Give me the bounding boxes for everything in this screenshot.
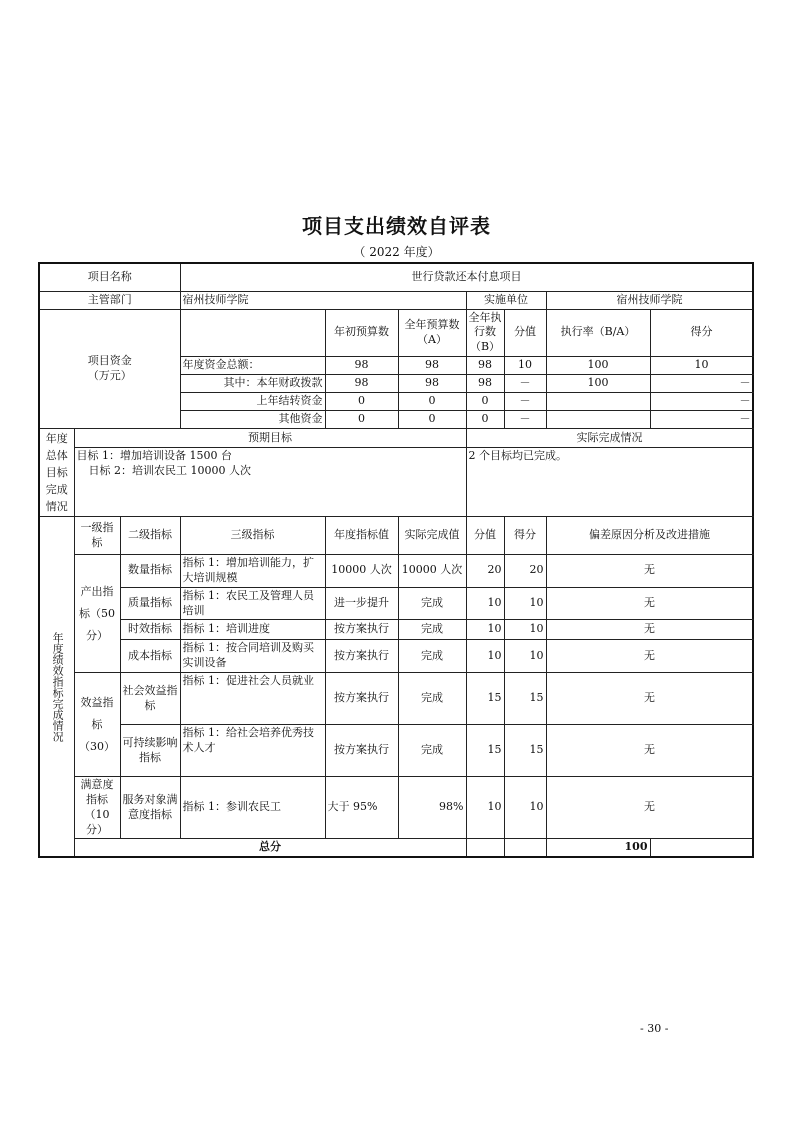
indicators-side-label: 年度绩效指标完成情况 bbox=[39, 517, 74, 858]
total-score: 100 bbox=[546, 839, 650, 857]
header-level3: 三级指标 bbox=[180, 517, 325, 555]
funds-row: 其中：本年财政拨款 98 98 98 － 100 － bbox=[39, 375, 753, 393]
goals-side-label: 年度总体目标完成情况 bbox=[39, 429, 74, 517]
group-output: 产出指标（50 分） bbox=[74, 555, 120, 673]
funds-label: 项目资金 （万元） bbox=[39, 309, 180, 429]
funds-header-score: 得分 bbox=[650, 309, 753, 357]
funds-header-points: 分值 bbox=[504, 309, 546, 357]
header-deviation: 偏差原因分析及改进措施 bbox=[546, 517, 753, 555]
total-blank-3 bbox=[650, 839, 753, 857]
table-row: 质量指标 指标 1：农民工及管理人员培训 进一步提升 完成 10 10 无 bbox=[39, 587, 753, 620]
actual-goal-text: 2 个目标均已完成。 bbox=[466, 447, 753, 516]
total-label: 总分 bbox=[74, 839, 466, 857]
funds-row: 其他资金 0 0 0 － － bbox=[39, 411, 753, 429]
total-blank-1 bbox=[466, 839, 504, 857]
expected-goal-text: 目标 1：增加培训设备 1500 台 日标 2：培训农民工 10000 人次 bbox=[74, 447, 466, 516]
table-row: 成本指标 指标 1：按合同培训及购买实训设备 按方案执行 完成 10 10 无 bbox=[39, 640, 753, 673]
group-benefit: 效益指标（30） bbox=[74, 673, 120, 777]
page-title: 项目支出绩效自评表 bbox=[302, 214, 491, 238]
header-target: 年度指标值 bbox=[325, 517, 398, 555]
expected-goal-header: 预期目标 bbox=[74, 429, 466, 448]
dept-label: 主管部门 bbox=[39, 291, 180, 309]
table-row: 可持续影响指标 指标 1：给社会培养优秀技术人才 按方案执行 完成 15 15 无 bbox=[39, 725, 753, 777]
dept-value: 宿州技师学院 bbox=[180, 291, 466, 309]
header-level1: 一级指标 bbox=[74, 517, 120, 555]
actual-goal-header: 实际完成情况 bbox=[466, 429, 753, 448]
table-row: 产出指标（50 分） 数量指标 指标 1：增加培训能力，扩大培训规模 10000 人次 10000 人次 20 20 无 bbox=[39, 555, 753, 588]
header-level2: 二级指标 bbox=[120, 517, 180, 555]
self-evaluation-table bbox=[38, 262, 754, 858]
header-actual: 实际完成值 bbox=[398, 517, 466, 555]
funds-header-executed: 全年执行数（B） bbox=[466, 309, 504, 357]
funds-row: 年度资金总额： 98 98 98 10 100 10 bbox=[39, 357, 753, 375]
table-row: 效益指标（30） 社会效益指标 指标 1：促进社会人员就业 按方案执行 完成 15 15 无 bbox=[39, 673, 753, 725]
header-points: 分值 bbox=[466, 517, 504, 555]
funds-header-rate: 执行率（B/A） bbox=[546, 309, 650, 357]
funds-header-initial: 年初预算数 bbox=[325, 309, 398, 357]
table-row: 满意度指标（10 分） 服务对象满意度指标 指标 1：参训农民工 大于 95% 98% 10 10 无 bbox=[39, 777, 753, 839]
total-blank-2 bbox=[504, 839, 546, 857]
page-subtitle: （ 2022 年度） bbox=[353, 245, 440, 259]
project-name-value: 世行贷款还本付息项目 bbox=[180, 263, 753, 291]
group-satisfaction: 满意度指标（10 分） bbox=[74, 777, 120, 839]
impl-value: 宿州技师学院 bbox=[546, 291, 753, 309]
impl-label: 实施单位 bbox=[466, 291, 546, 309]
page-number: - 30 - bbox=[640, 1022, 669, 1035]
header-score: 得分 bbox=[504, 517, 546, 555]
project-name-label: 项目名称 bbox=[39, 263, 180, 291]
funds-row: 上年结转资金 0 0 0 － － bbox=[39, 393, 753, 411]
funds-header-annual: 全年预算数（A） bbox=[398, 309, 466, 357]
table-row: 时效指标 指标 1：培训进度 按方案执行 完成 10 10 无 bbox=[39, 620, 753, 640]
funds-header-blank bbox=[180, 309, 325, 357]
